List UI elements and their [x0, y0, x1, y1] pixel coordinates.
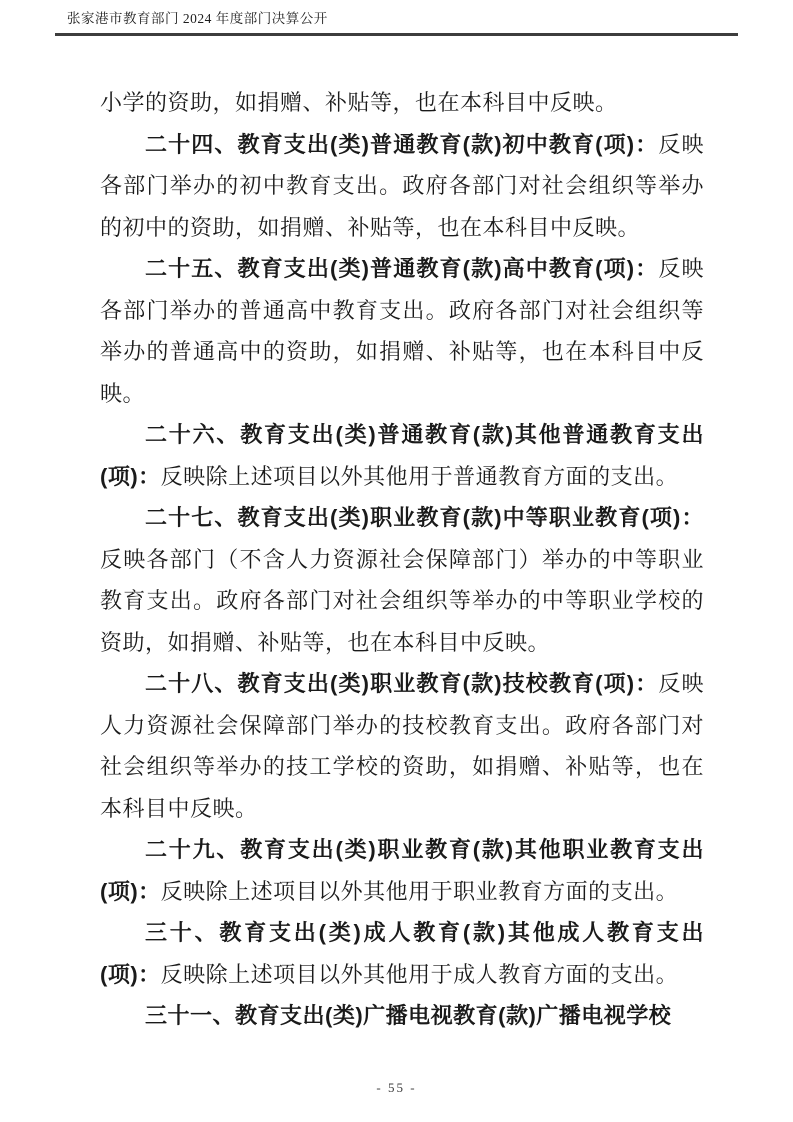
paragraph-lead: 二十九、教育支出(类)职业教育(款)其他职业教育支出(项)：	[100, 837, 704, 904]
paragraph-item-30	[100, 912, 704, 995]
paragraph-text: 反映除上述项目以外其他用于成人教育方面的支出。	[160, 961, 679, 987]
document-body	[100, 82, 704, 1037]
page-header	[55, 10, 738, 36]
paragraph-item-28	[100, 663, 704, 829]
paragraph-text: 反映各部门举办的普通高中教育支出。政府各部门对社会组织等举办的普通高中的资助，如捐赠、补贴等，也在本科目中反映。	[100, 256, 704, 406]
paragraph-lead: 二十七、教育支出(类)职业教育(款)中等职业教育(项)：	[145, 505, 704, 530]
paragraph-item-29	[100, 829, 704, 912]
paragraph-text: 小学的资助，如捐赠、补贴等，也在本科目中反映。	[100, 90, 618, 115]
paragraph-continuation	[100, 82, 704, 124]
paragraph-lead: 三十、教育支出(类)成人教育(款)其他成人教育支出(项)：	[100, 920, 704, 987]
paragraph-text: 反映各部门（不含人力资源社会保障部门）举办的中等职业教育支出。政府各部门对社会组织等举办的中等职业学校的资助，如捐赠、补贴等，也在本科目中反映。	[100, 546, 704, 655]
paragraph-lead: 二十五、教育支出(类)普通教育(款)高中教育(项)：	[145, 256, 659, 281]
page-footer	[0, 1080, 793, 1096]
paragraph-lead: 二十四、教育支出(类)普通教育(款)初中教育(项)：	[145, 131, 659, 157]
paragraph-text: 反映人力资源社会保障部门举办的技校教育支出。政府各部门对社会组织等举办的技工学校的资助，如捐赠、补贴等，也在本科目中反映。	[100, 671, 704, 821]
paragraph-item-24	[100, 124, 704, 249]
paragraph-item-25	[100, 248, 704, 414]
paragraph-text: 反映除上述项目以外其他用于普通教育方面的支出。	[160, 463, 679, 489]
paragraph-lead: 二十六、教育支出(类)普通教育(款)其他普通教育支出(项)：	[100, 422, 704, 489]
paragraph-lead: 二十八、教育支出(类)职业教育(款)技校教育(项)：	[145, 671, 659, 696]
paragraph-item-27	[100, 497, 704, 663]
paragraph-lead: 三十一、教育支出(类)广播电视教育(款)广播电视学校	[145, 1003, 672, 1028]
paragraph-item-31	[100, 995, 704, 1037]
header-title: 张家港市教育部门 2024 年度部门决算公开	[67, 11, 328, 26]
paragraph-text: 反映各部门举办的初中教育支出。政府各部门对社会组织等举办的初中的资助，如捐赠、补贴等，也在本科目中反映。	[100, 131, 704, 240]
paragraph-text: 反映除上述项目以外其他用于职业教育方面的支出。	[160, 878, 679, 904]
page-number: - 55 -	[376, 1080, 417, 1095]
paragraph-item-26	[100, 414, 704, 497]
